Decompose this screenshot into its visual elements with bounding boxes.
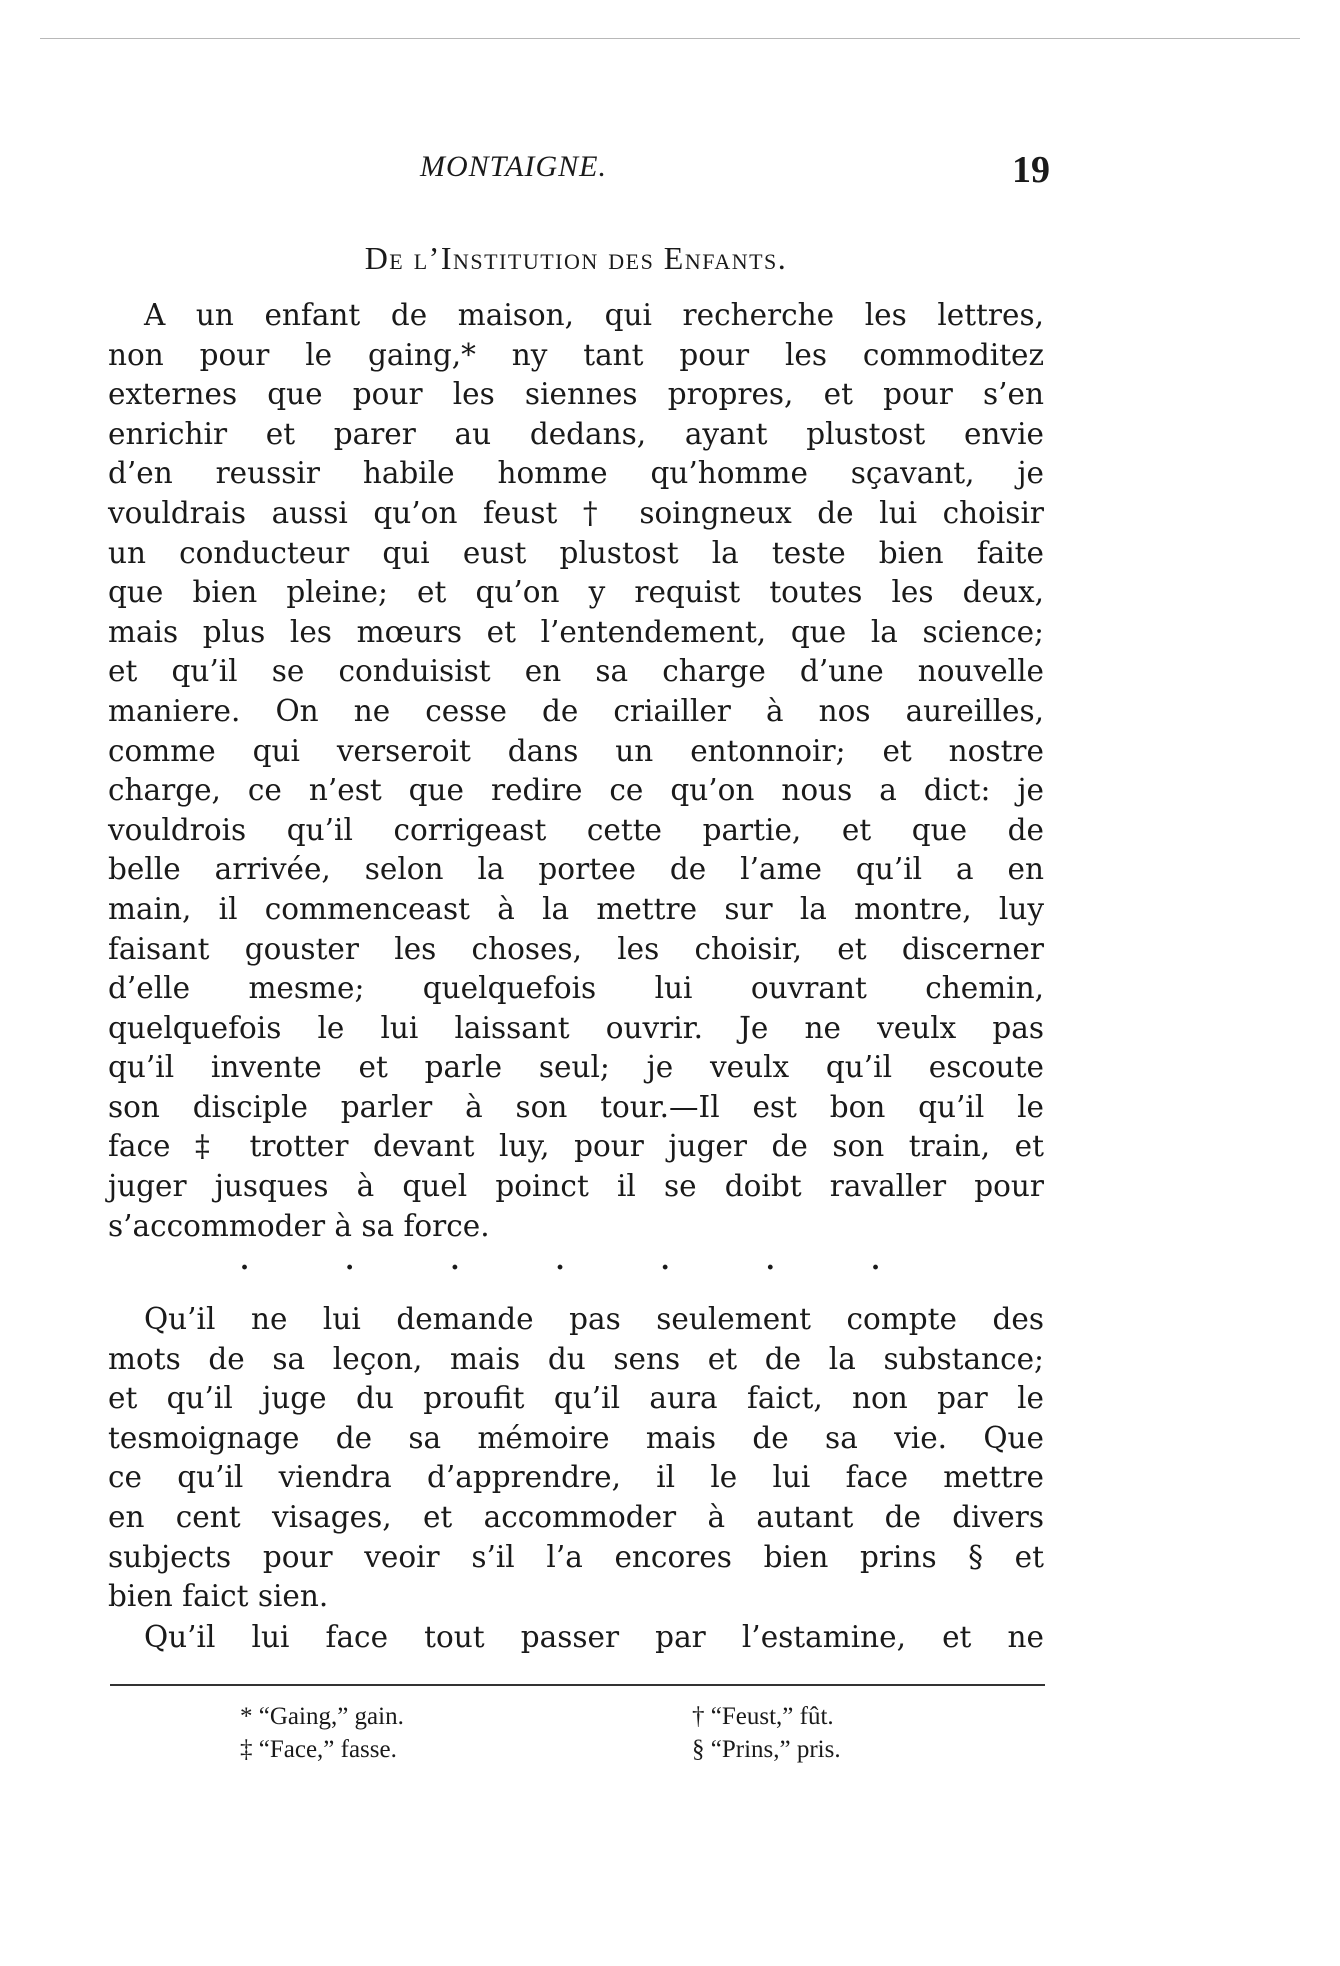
footnote-rule <box>110 1684 1045 1686</box>
ellipsis-dot: . <box>240 1246 250 1276</box>
text-line: quelquefois le lui laissant ouvrir. Je ne veulx pas <box>108 1010 1044 1045</box>
text-line: mots de sa leçon, mais du sens et de la substance; <box>108 1341 1044 1376</box>
text-line: tesmoignage de sa mémoire mais de sa vie. Que <box>108 1420 1044 1455</box>
paragraph-1 <box>108 296 1044 1246</box>
text-line: d’en reussir habile homme qu’homme sçavant, je <box>108 456 1044 491</box>
footnote-gaing: * “Gaing,” gain. <box>240 1703 404 1730</box>
text-line: s’accommoder à sa force. <box>108 1208 490 1243</box>
text-line: comme qui verseroit dans un entonnoir; et nostre <box>108 733 1044 768</box>
text-line: ce qu’il viendra d’apprendre, il le lui face mettre <box>108 1460 1044 1495</box>
text-line: un conducteur qui eust plustost la teste bien faite <box>108 535 1044 570</box>
paragraph-2 <box>108 1300 1044 1617</box>
ellipsis-dot: . <box>345 1246 355 1276</box>
text-line: et qu’il se conduisist en sa charge d’une nouvelle <box>108 654 1044 689</box>
text-line: externes que pour les siennes propres, et pour s’en <box>108 377 1044 412</box>
running-title: MONTAIGNE. <box>420 150 607 183</box>
text-line: que bien pleine; et qu’on y requist toutes les deux, <box>108 575 1044 610</box>
text-line: son disciple parler à son tour.—Il est bon qu’il le <box>108 1089 1044 1124</box>
top-edge-rule <box>40 38 1300 39</box>
ellipsis-dot: . <box>765 1246 775 1276</box>
ellipsis-dot: . <box>450 1246 460 1276</box>
text-line: d’elle mesme; quelquefois lui ouvrant chemin, <box>108 971 1044 1006</box>
text-line: en cent visages, et accommoder à autant de divers <box>108 1499 1044 1534</box>
text-line: A un enfant de maison, qui recherche les lettres, <box>144 298 1044 332</box>
text-line: Qu’il ne lui demande pas seulement compte des <box>144 1302 1044 1336</box>
text-line: non pour le gaing,* ny tant pour les commoditez <box>108 337 1044 372</box>
footnote-feust: † “Feust,” fût. <box>692 1703 834 1730</box>
text-line: subjects pour veoir s’il l’a encores bien prins § et <box>108 1539 1044 1574</box>
text-line: maniere. On ne cesse de criailler à nos aureilles, <box>108 693 1044 728</box>
text-line: faisant gouster les choses, les choisir, et discerner <box>108 931 1044 966</box>
text-line: belle arrivée, selon la portee de l’ame qu’il a en <box>108 852 1044 887</box>
ellipsis-dots <box>240 1246 880 1276</box>
paragraph-3 <box>108 1618 1044 1658</box>
text-line: qu’il invente et parle seul; je veulx qu’il escoute <box>108 1050 1044 1085</box>
footnote-prins: § “Prins,” pris. <box>692 1736 841 1763</box>
text-line: vouldrais aussi qu’on feust † soingneux de lui choisir <box>108 495 1044 530</box>
ellipsis-dot: . <box>555 1246 565 1276</box>
text-line: mais plus les mœurs et l’entendement, que la science; <box>108 614 1044 649</box>
text-line: main, il commenceast à la mettre sur la montre, luy <box>108 891 1044 926</box>
ellipsis-dot: . <box>660 1246 670 1276</box>
text-line: face ‡ trotter devant luy, pour juger de son train, et <box>108 1129 1044 1164</box>
section-title: De l’Institution des Enfants. <box>364 240 788 276</box>
page-number: 19 <box>1012 149 1050 191</box>
text-line: charge, ce n’est que redire ce qu’on nous a dict: je <box>108 773 1044 808</box>
footnote-face: ‡ “Face,” fasse. <box>240 1736 397 1763</box>
ellipsis-dot: . <box>870 1246 880 1276</box>
text-line: bien faict sien. <box>108 1579 329 1614</box>
text-line: et qu’il juge du proufit qu’il aura faict, non par le <box>108 1381 1044 1416</box>
text-line: vouldrois qu’il corrigeast cette partie, et que de <box>108 812 1044 847</box>
text-line: enrichir et parer au dedans, ayant plustost envie <box>108 416 1044 451</box>
text-line: juger jusques à quel poinct il se doibt ravaller pour <box>108 1169 1044 1204</box>
text-line: Qu’il lui face tout passer par l’estamine, et ne <box>144 1620 1044 1654</box>
